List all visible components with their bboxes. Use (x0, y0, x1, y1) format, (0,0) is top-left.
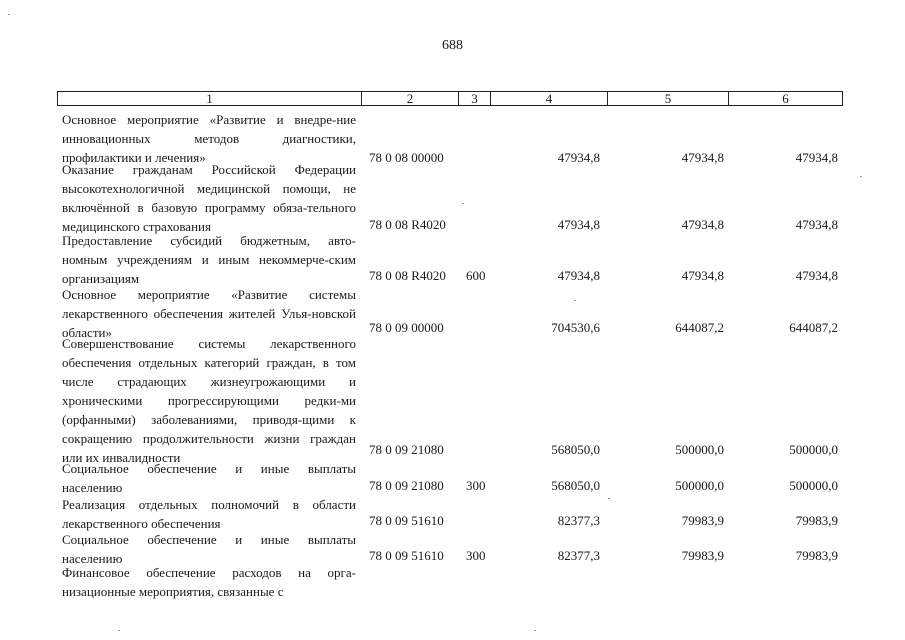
page-number: 688 (442, 38, 463, 53)
row-value-4: 47934,8 (557, 268, 600, 283)
row-value-6: 47934,8 (795, 217, 838, 232)
row-value-5: 47934,8 (681, 217, 724, 232)
row-value-5: 644087,2 (675, 320, 724, 335)
row-value-6: 47934,8 (795, 150, 838, 165)
header-col-6: 6 (782, 91, 789, 106)
row-value-5: 47934,8 (681, 150, 724, 165)
scan-speck (574, 300, 576, 301)
row-value-6: 79983,9 (795, 513, 838, 528)
row-vr: 300 (466, 478, 486, 493)
row-value-4: 704530,6 (551, 320, 600, 335)
row-code: 78 0 09 00000 (369, 320, 444, 335)
row-value-6: 47934,8 (795, 268, 838, 283)
row-name: Социальное обеспечение и иные выплаты населению (62, 532, 356, 566)
row-value-5: 79983,9 (681, 513, 724, 528)
scan-speck (8, 14, 10, 15)
row-value-5: 500000,0 (675, 478, 724, 493)
row-name: Социальное обеспечение и иные выплаты населению (62, 461, 356, 495)
row-name: Основное мероприятие «Развитие и внедре-ние инновационных методов диагностики, профилактики и лечения» (62, 112, 356, 165)
scan-speck (608, 498, 610, 499)
row-name: Предоставление субсидий бюджетным, авто-номным учреждениям и иным некоммерче-ским организациям (62, 233, 356, 286)
row-value-4: 47934,8 (557, 217, 600, 232)
header-col-4: 4 (491, 92, 608, 105)
row-code: 78 0 08 R4020 (369, 268, 446, 283)
row-name: Основное мероприятие «Развитие системы лекарственного обеспечения жителей Улья-новской области» (62, 287, 356, 340)
scan-speck (462, 203, 464, 204)
row-vr: 300 (466, 548, 486, 563)
row-code: 78 0 08 R4020 (369, 217, 446, 232)
row-name: Финансовое обеспечение расходов на орга-низационные мероприятия, связанные с (62, 565, 356, 599)
row-value-4: 568050,0 (551, 478, 600, 493)
row-value-4: 568050,0 (551, 442, 600, 457)
row-code: 78 0 08 00000 (369, 150, 444, 165)
row-vr: 600 (466, 268, 486, 283)
table-header-row (57, 91, 843, 106)
row-name: Реализация отдельных полномочий в области лекарственного обеспечения (62, 497, 356, 531)
row-value-4: 82377,3 (557, 513, 600, 528)
row-value-6: 79983,9 (795, 548, 838, 563)
row-value-4: 82377,3 (557, 548, 600, 563)
header-col-5: 5 (608, 92, 729, 105)
row-value-6: 644087,2 (789, 320, 838, 335)
header-col-2: 2 (362, 92, 459, 105)
row-code: 78 0 09 21080 (369, 442, 444, 457)
header-col-1: 1 (58, 92, 362, 105)
row-value-6: 500000,0 (789, 478, 838, 493)
row-code: 78 0 09 21080 (369, 478, 444, 493)
row-code: 78 0 09 51610 (369, 548, 444, 563)
scan-speck (860, 176, 862, 177)
scan-speck (534, 630, 536, 631)
header-col-3: 3 (459, 92, 491, 105)
row-code: 78 0 09 51610 (369, 513, 444, 528)
row-name: Совершенствование системы лекарственного обеспечения отдельных категорий граждан, в том числе страдающих жизнеугрожающими и хроническими прогрессирующими редки-ми (орфанными) заболеваниями, приводя-щими к сокращению продолжительности жизни граждан или их инвалидности (62, 336, 356, 465)
row-value-5: 47934,8 (681, 268, 724, 283)
scan-speck (118, 630, 120, 631)
row-value-5: 500000,0 (675, 442, 724, 457)
row-value-4: 47934,8 (557, 150, 600, 165)
row-value-6: 500000,0 (789, 442, 838, 457)
row-value-5: 79983,9 (681, 548, 724, 563)
row-name: Оказание гражданам Российской Федерации высокотехнологичной медицинской помощи, не включённой в базовую программу обяза-тельного медицинского страхования (62, 162, 356, 234)
